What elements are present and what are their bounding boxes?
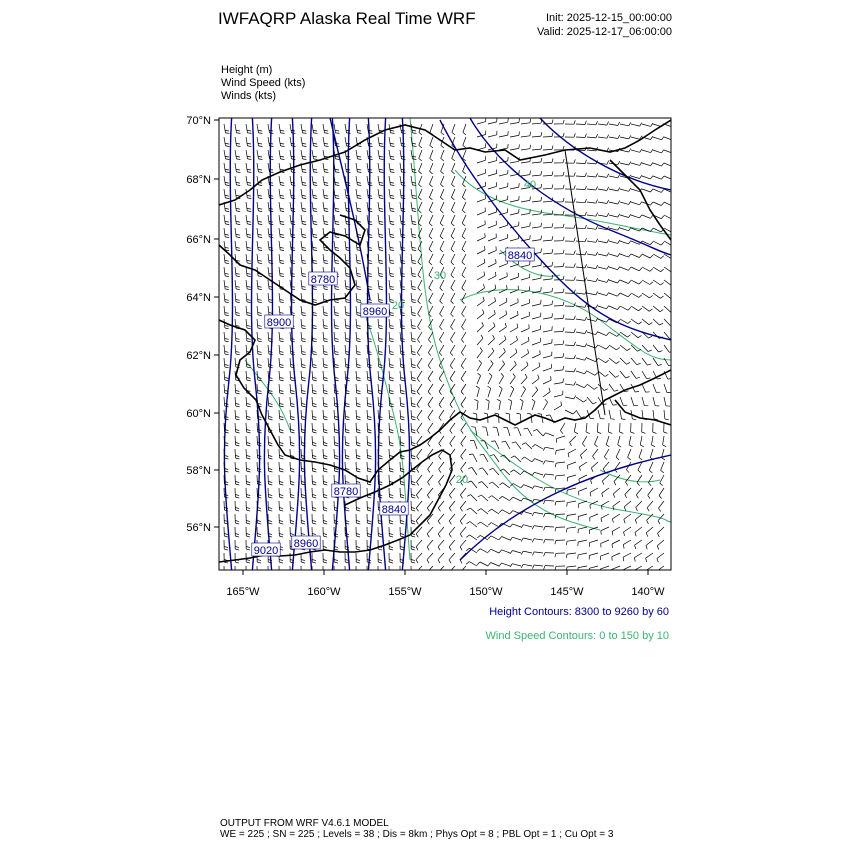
lat-label: 68°N — [186, 174, 211, 186]
init-time: Init: 2025-12-15_00:00:00 — [546, 12, 672, 24]
lat-label: 64°N — [186, 292, 211, 304]
lat-label: 62°N — [186, 350, 211, 362]
latitude-axis — [186, 115, 219, 534]
height-contour-label: 8960 — [293, 538, 319, 550]
wind-contour-label: 30 — [433, 270, 447, 282]
wind-contour-label: 20 — [391, 300, 405, 312]
field-label-wind-speed: Wind Speed (kts) — [221, 77, 306, 89]
longitude-axis — [226, 570, 665, 598]
chart-title: IWFAQRP Alaska Real Time WRF — [218, 9, 476, 28]
height-contour-label: 8840 — [381, 504, 407, 516]
wind-contour-label: 40 — [523, 179, 537, 191]
lat-label: 60°N — [186, 408, 211, 420]
wind-contour-label: 20 — [455, 474, 469, 486]
lon-label: 155°W — [388, 586, 422, 598]
lon-label: 165°W — [226, 586, 260, 598]
height-contour-label: 9020 — [253, 545, 279, 557]
height-contour-label: 8840 — [507, 250, 533, 262]
height-contour-label: 8780 — [310, 274, 336, 286]
valid-time: Valid: 2025-12-17_06:00:00 — [537, 26, 672, 38]
lon-label: 145°W — [550, 586, 584, 598]
height-contours-info: Height Contours: 8300 to 9260 by 60 — [489, 606, 669, 618]
height-contour-label: 8960 — [362, 306, 388, 318]
height-contour-label: 8780 — [333, 486, 359, 498]
lat-label: 70°N — [186, 115, 211, 127]
height-contour-label: 8900 — [266, 317, 292, 329]
field-label-winds: Winds (kts) — [221, 90, 276, 102]
model-info-line-2: WE = 225 ; SN = 225 ; Levels = 38 ; Dis = 8km ; Phys Opt = 8 ; PBL Opt = 1 ; Cu Opt = 3 — [220, 829, 614, 840]
lon-label: 150°W — [469, 586, 503, 598]
field-label-height: Height (m) — [221, 64, 273, 76]
model-info-line-1: OUTPUT FROM WRF V4.6.1 MODEL — [220, 818, 389, 829]
lat-label: 56°N — [186, 522, 211, 534]
lon-label: 160°W — [307, 586, 341, 598]
lon-label: 140°W — [631, 586, 665, 598]
lat-label: 66°N — [186, 234, 211, 246]
wind-speed-contours-info: Wind Speed Contours: 0 to 150 by 10 — [485, 630, 669, 642]
lat-label: 58°N — [186, 465, 211, 477]
